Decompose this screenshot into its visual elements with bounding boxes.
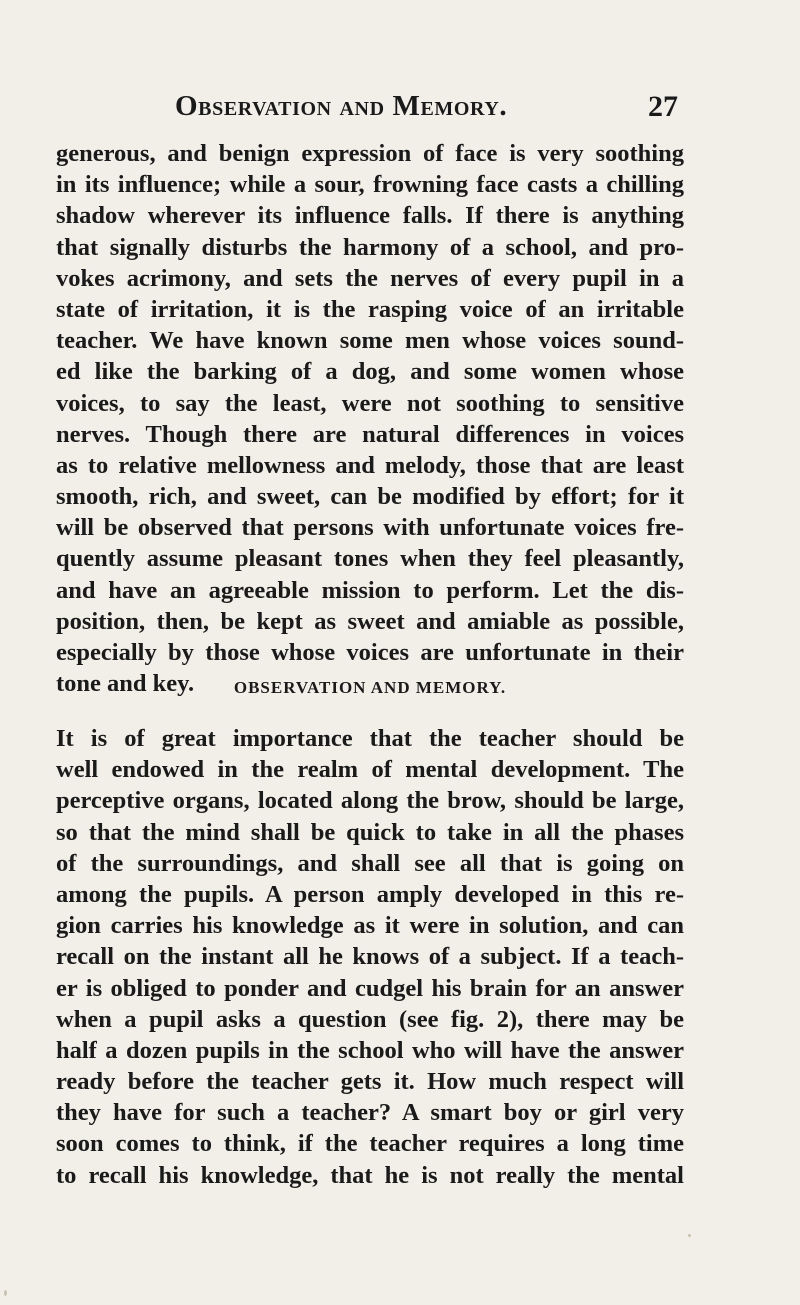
text-line: recall on the instant all he knows of a subject. If a teach- [56, 943, 684, 971]
text-line: of the surroundings, and shall see all that is going on [56, 849, 684, 877]
text-line: well endowed in the realm of mental development. The [56, 756, 684, 784]
section-heading: OBSERVATION AND MEMORY. [233, 678, 507, 697]
text-line: and have an agreeable mission to perform. Let the dis- [56, 576, 684, 604]
paper-speck [688, 1234, 691, 1237]
paragraph-voice [56, 138, 684, 699]
text-line: state of irritation, it is the rasping voice of an irritable [56, 295, 684, 323]
text-line: especially by those whose voices are unfortunate in their [56, 639, 684, 666]
text-line: nerves. Though there are natural differences in voices [56, 420, 684, 448]
text-line: It is of great importance that the teacher should be [56, 725, 684, 752]
text-line: quently assume pleasant tones when they feel pleasantly, [56, 545, 684, 573]
text-line: position, then, be kept as sweet and amiable as possible, [56, 607, 684, 635]
text-line: they have for such a teacher? A smart boy or girl very [56, 1099, 684, 1127]
page-number: 27 [648, 90, 678, 123]
text-line: smooth, rich, and sweet, can be modified by effort; for it [56, 483, 684, 511]
text-line: that signally disturbs the harmony of a school, and pro- [56, 233, 684, 261]
paragraph-observation [56, 723, 684, 1191]
text-line: will be observed that persons with unfortunate voices fre- [56, 514, 684, 542]
text-line: half a dozen pupils in the school who will have the answer [56, 1036, 684, 1064]
text-line: so that the mind shall be quick to take in all the phases [56, 818, 684, 846]
text-line: generous, and benign expression of face is very soothing [56, 140, 684, 167]
text-line: vokes acrimony, and sets the nerves of every pupil in a [56, 264, 684, 292]
text-line: voices, to say the least, were not soothing to sensitive [56, 389, 684, 417]
running-title: Observation and Memory. [175, 90, 508, 122]
text-line: when a pupil asks a question (see fig. 2), there may be [56, 1005, 684, 1033]
text-line: shadow wherever its influence falls. If there is anything [56, 202, 684, 230]
text-line: ed like the barking of a dog, and some women whose [56, 358, 684, 386]
text-line: soon comes to think, if the teacher requires a long time [56, 1130, 684, 1158]
text-line: teacher. We have known some men whose voices sound- [56, 327, 684, 355]
text-line: tone and key. [56, 670, 195, 698]
text-line: ready before the teacher gets it. How much respect will [56, 1068, 684, 1096]
text-line: to recall his knowledge, that he is not really the mental [56, 1161, 684, 1189]
text-line: in its influence; while a sour, frowning face casts a chilling [56, 171, 684, 199]
text-line: gion carries his knowledge as it were in solution, and can [56, 912, 684, 940]
text-line: among the pupils. A person amply developed in this re- [56, 880, 684, 908]
text-line: er is obliged to ponder and cudgel his brain for an answer [56, 974, 684, 1002]
text-line: perceptive organs, located along the brow, should be large, [56, 787, 684, 815]
paper-speck [4, 1290, 7, 1296]
text-line: as to relative mellowness and melody, those that are least [56, 451, 684, 479]
